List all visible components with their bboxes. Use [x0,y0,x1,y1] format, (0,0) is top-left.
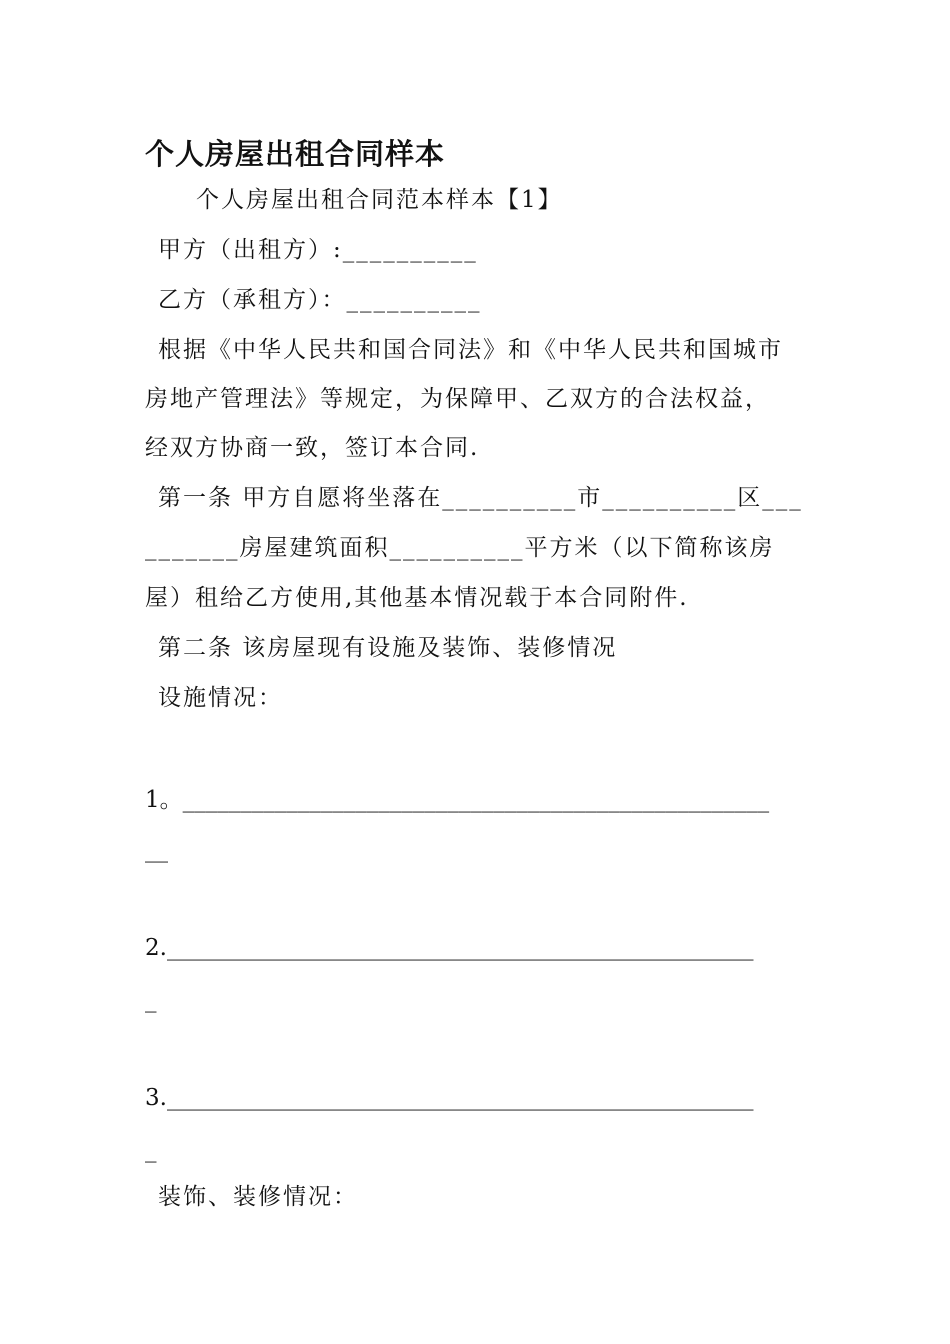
document-subtitle: 个人房屋出租合同范本样本【1】 [196,187,563,213]
facility-item-3-continuation: _ [145,1137,157,1163]
article-1-line-1: 第一条 甲方自愿将坐落在__________市__________区___ [158,485,803,511]
party-b-line: 乙方（承租方）：__________ [158,287,482,313]
article-2-heading: 第二条 该房屋现有设施及装饰、装修情况 [158,635,618,661]
intro-paragraph-line-3: 经双方协商一致，签订本合同. [145,435,480,461]
decoration-label: 装饰、装修情况： [158,1184,358,1210]
intro-paragraph-line-2: 房地产管理法》等规定，为保障甲、乙双方的合法权益， [145,386,770,412]
article-1-line-2: _______房屋建筑面积__________平方米（以下简称该房 [145,535,775,561]
facility-item-1: 1。___________________________________________________ [145,787,770,813]
facility-item-3: 3.___________________________________________________ [145,1085,754,1111]
intro-paragraph-line-1: 根据《中华人民共和国合同法》和《中华人民共和国城市 [158,337,783,363]
party-a-line: 甲方（出租方）:__________ [158,237,478,263]
facility-item-1-continuation: __ [145,837,168,863]
article-1-line-3: 屋）租给乙方使用,其他基本情况载于本合同附件. [145,585,689,611]
facilities-label: 设施情况： [158,685,283,711]
document-title: 个人房屋出租合同样本 [145,137,446,171]
facility-item-2: 2.___________________________________________________ [145,935,754,961]
facility-item-2-continuation: _ [145,987,157,1013]
